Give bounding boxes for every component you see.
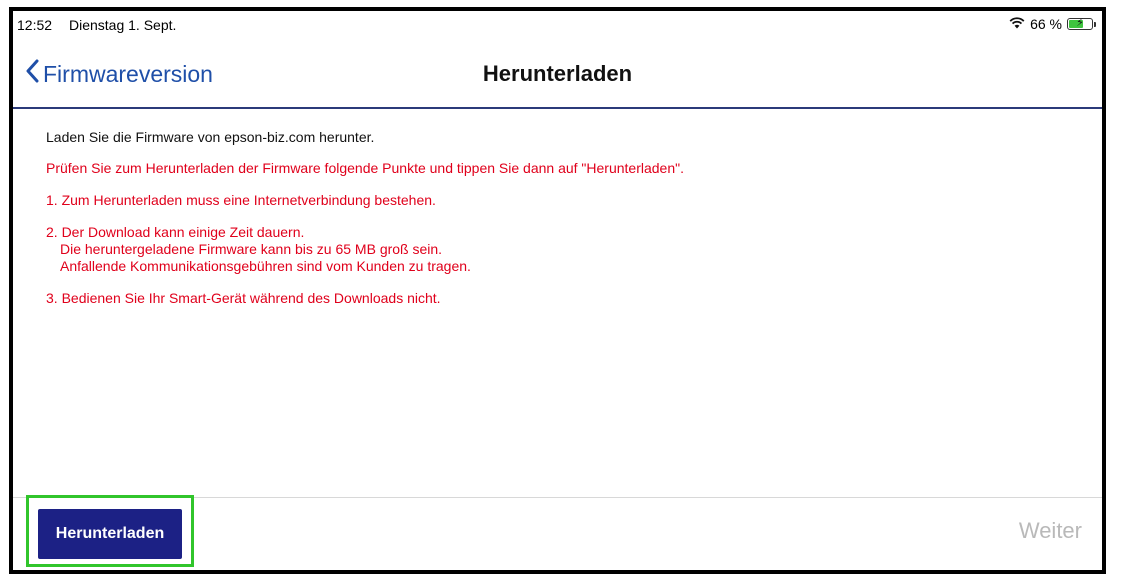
battery-charging-icon (1067, 18, 1093, 30)
battery-cap (1094, 22, 1096, 27)
status-date: Dienstag 1. Sept. (69, 17, 177, 33)
intro-text: Laden Sie die Firmware von epson-biz.com herunter. (46, 129, 375, 145)
status-right (1009, 16, 1096, 32)
point-3: 3. Bedienen Sie Ihr Smart-Gerät während des Downloads nicht. (46, 290, 441, 306)
instructions (46, 129, 1082, 322)
check-notice: Prüfen Sie zum Herunterladen der Firmware folgende Punkte und tippen Sie dann auf "Herunterladen". (46, 160, 684, 176)
status-time: 12:52 (17, 17, 53, 33)
bottom-toolbar (13, 497, 1102, 570)
page-title: Herunterladen (482, 61, 633, 86)
point-2-line-2: Die heruntergeladene Firmware kann bis zu 65 MB groß sein. (60, 241, 443, 257)
point-2-line-1: 2. Der Download kann einige Zeit dauern. (46, 224, 305, 240)
back-button-label: Firmwareversion (43, 60, 213, 87)
point-2-line-3: Anfallende Kommunikationsgebühren sind vom Kunden zu tragen. (60, 258, 471, 274)
point-1: 1. Zum Herunterladen muss eine Internetverbindung bestehen. (46, 192, 436, 208)
download-button[interactable]: Herunterladen (38, 509, 182, 559)
wifi-icon (1009, 16, 1025, 32)
next-button[interactable]: Weiter (1018, 518, 1082, 543)
app-window (9, 7, 1106, 574)
navigation-bar (13, 41, 1102, 109)
point-2 (46, 224, 1082, 275)
battery-percent: 66 % (1030, 16, 1062, 32)
charging-bolt-icon: ⚡ (1076, 17, 1084, 29)
status-bar (13, 11, 1102, 41)
